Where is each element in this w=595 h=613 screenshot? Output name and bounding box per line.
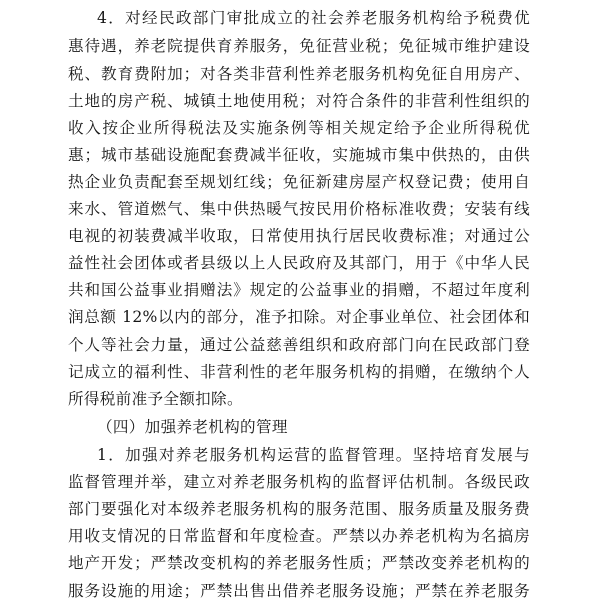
paragraph-line: 监督管理并举，建立对养老服务机构的监督评估机制。各级民政: [68, 473, 530, 491]
paragraph-line: 收入按企业所得税法及实施条例等相关规定给予企业所得税优: [68, 119, 530, 137]
paragraph-line: 惠待遇，养老院提供育养服务，免征营业税；免征城市维护建设: [68, 37, 530, 55]
paragraph-line: 地产开发；严禁改变机构的养老服务性质；严禁改变养老机构的: [68, 554, 530, 572]
paragraph-line: 电视的初装费减半收取，日常使用执行居民收费标准；对通过公: [68, 227, 530, 245]
paragraph-line: 记成立的福利性、非营利性的老年服务机构的捐赠，在缴纳个人: [68, 363, 530, 381]
paragraph-line: 热企业负责配套至规划红线；免征新建房屋产权登记费；使用自: [68, 173, 530, 191]
paragraph-line: 部门要强化对本级养老服务机构的服务范围、服务质量及服务费: [68, 500, 530, 518]
paragraph-line: 益性社会团体或者县级以上人民政府及其部门，用于《中华人民: [68, 254, 530, 272]
paragraph-line: 1．加强对养老服务机构运营的监督管理。坚持培育发展与: [97, 446, 530, 464]
paragraph-line: 共和国公益事业捐赠法》规定的公益事业的捐赠，不超过年度利: [68, 281, 530, 299]
paragraph-line: 4．对经民政部门审批成立的社会养老服务机构给予税费优: [97, 9, 530, 27]
paragraph-line: 润总额 12%以内的部分，准予扣除。对企事业单位、社会团体和: [68, 308, 530, 326]
paragraph-line: 土地的房产税、城镇土地使用税；对符合条件的非营利性组织的: [68, 92, 530, 110]
paragraph-line: 来水、管道燃气、集中供热暖气按民用价格标准收费；安装有线: [68, 200, 530, 218]
paragraph-line: 惠；城市基础设施配套费减半征收，实施城市集中供热的，由供: [68, 146, 530, 164]
paragraph-line: 所得税前准予全额扣除。: [68, 390, 243, 408]
paragraph-line: 税、教育费附加；对各类非营利性养老服务机构免征自用房产、: [68, 65, 530, 83]
paragraph-line: 用收支情况的日常监督和年度检查。严禁以办养老机构为名搞房: [68, 527, 530, 545]
paragraph-line: 个人等社会力量，通过公益慈善组织和政府部门向在民政部门登: [68, 336, 530, 354]
section-heading: （四）加强养老机构的管理: [97, 418, 288, 436]
paragraph-line: 服务设施的用途；严禁出售出借养老服务设施；严禁在养老服务: [68, 582, 530, 600]
